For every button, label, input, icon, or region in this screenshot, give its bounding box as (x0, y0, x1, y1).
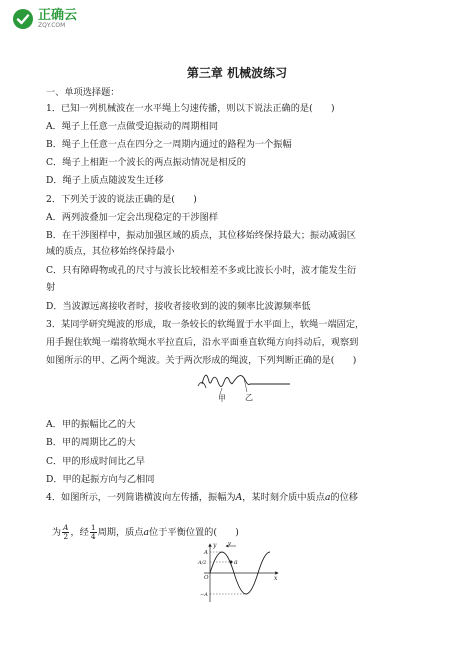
fraction-a-over-2 (62, 524, 69, 541)
rope-wave-figure (192, 364, 292, 402)
q1-option-b: B．绳子上任意一点在四分之一周期内通过的路程为一个振幅 (46, 139, 292, 150)
q4-stem-line1 (46, 491, 436, 505)
fraction2-denominator: 4 (90, 532, 96, 541)
q3-option-d: D．甲的起振方向与乙相同 (46, 474, 155, 485)
q2-option-d: D．当波源远离接收者时，接收者接收到的波的频率比波源频率低 (46, 301, 311, 312)
brand-name: 正确云 (38, 8, 78, 23)
q3-option-a: A．甲的振幅比乙的大 (46, 419, 136, 430)
velocity-label: v (228, 541, 232, 547)
q3-stem-line2: 用手握住软绳一端将软绳水平拉直后，沿水平面垂直软绳方向抖动后，观察到 (46, 337, 359, 348)
axis-y-label: y (213, 542, 217, 549)
q2-option-b-line1: B．在干涉图样中，振动加强区域的质点，其位移始终保持最大；振动减弱区 (46, 230, 356, 241)
q2-stem: 2．下列关于波的说法正确的是( ) (46, 194, 197, 205)
q4-stem-line2 (46, 510, 436, 541)
q4-line2-pre: 为 (51, 527, 62, 538)
q3-option-b: B．甲的周期比乙的大 (46, 437, 136, 448)
origin-label: O (204, 575, 209, 581)
axis-x-label: x (274, 575, 278, 582)
fraction1-denominator: 2 (63, 532, 69, 541)
q2-option-b-line2: 域的质点，其位移始终保持最小 (46, 246, 175, 257)
q4-line2-mid: ，经 (70, 527, 89, 538)
q1-option-d: D．绳子上质点随波发生迁移 (46, 175, 164, 186)
label-jia: 甲 (218, 394, 226, 402)
section-heading: 一、单项选择题： (46, 87, 120, 98)
q2-option-a: A．两列波叠加一定会出现稳定的干涉图样 (46, 212, 219, 223)
q3-option-c: C．甲的形成时间比乙早 (46, 456, 145, 467)
brand-url: ZQY.COM (38, 22, 66, 29)
tick-amplitude: A (204, 550, 208, 556)
brand-logo (12, 8, 77, 30)
point-a-label: a (234, 559, 238, 566)
q4-point-a-2: a (143, 527, 150, 538)
q3-stem-line1: 3．某同学研究绳波的形成，取一条较长的软绳置于水平面上，软绳一端固定， (46, 319, 365, 330)
label-yi: 乙 (245, 393, 253, 402)
q2-option-c-line2: 射 (46, 282, 56, 293)
q4-line2-end: 位于平衡位置的( ) (149, 527, 239, 538)
q1-option-a: A．绳子上任意一点做受迫振动的周期相同 (46, 121, 219, 132)
page-title: 第三章 机械波练习 (186, 66, 288, 80)
q1-stem: 1．已知一列机械波在一水平绳上匀速传播，则以下说法正确的是( ) (46, 103, 335, 114)
fraction2-numerator: 1 (90, 523, 96, 532)
fraction1-numerator: A (63, 523, 69, 532)
q1-option-c: C．绳子上相距一个波长的两点振动情况是相反的 (46, 157, 246, 168)
q4-point-a: a (324, 492, 331, 503)
q4-amplitude-symbol: A (235, 492, 243, 503)
q3-stem-line3: 如图所示的甲、乙两个绳波。关于两次形成的绳波，下列判断正确的是( ) (46, 355, 357, 366)
q4-line1-mid: ，某时刻介质中质点 (242, 492, 325, 503)
q4-line2-post: 周期，质点 (97, 527, 144, 538)
q4-line1-post: 的位移 (330, 492, 358, 503)
fraction-1-over-4 (90, 524, 97, 541)
tick-negative-amplitude: −A (200, 592, 208, 598)
q4-line1-pre: 4．如图所示，一列简谐横波向左传播，振幅为 (46, 492, 236, 503)
checkmark-logo-icon (12, 8, 34, 30)
wave-graph-figure (196, 540, 282, 606)
tick-half-amplitude: A/2 (198, 560, 207, 566)
q2-option-c-line1: C．只有障碍物或孔的尺寸与波长比较相差不多或比波长小时，波才能发生衍 (46, 265, 357, 276)
